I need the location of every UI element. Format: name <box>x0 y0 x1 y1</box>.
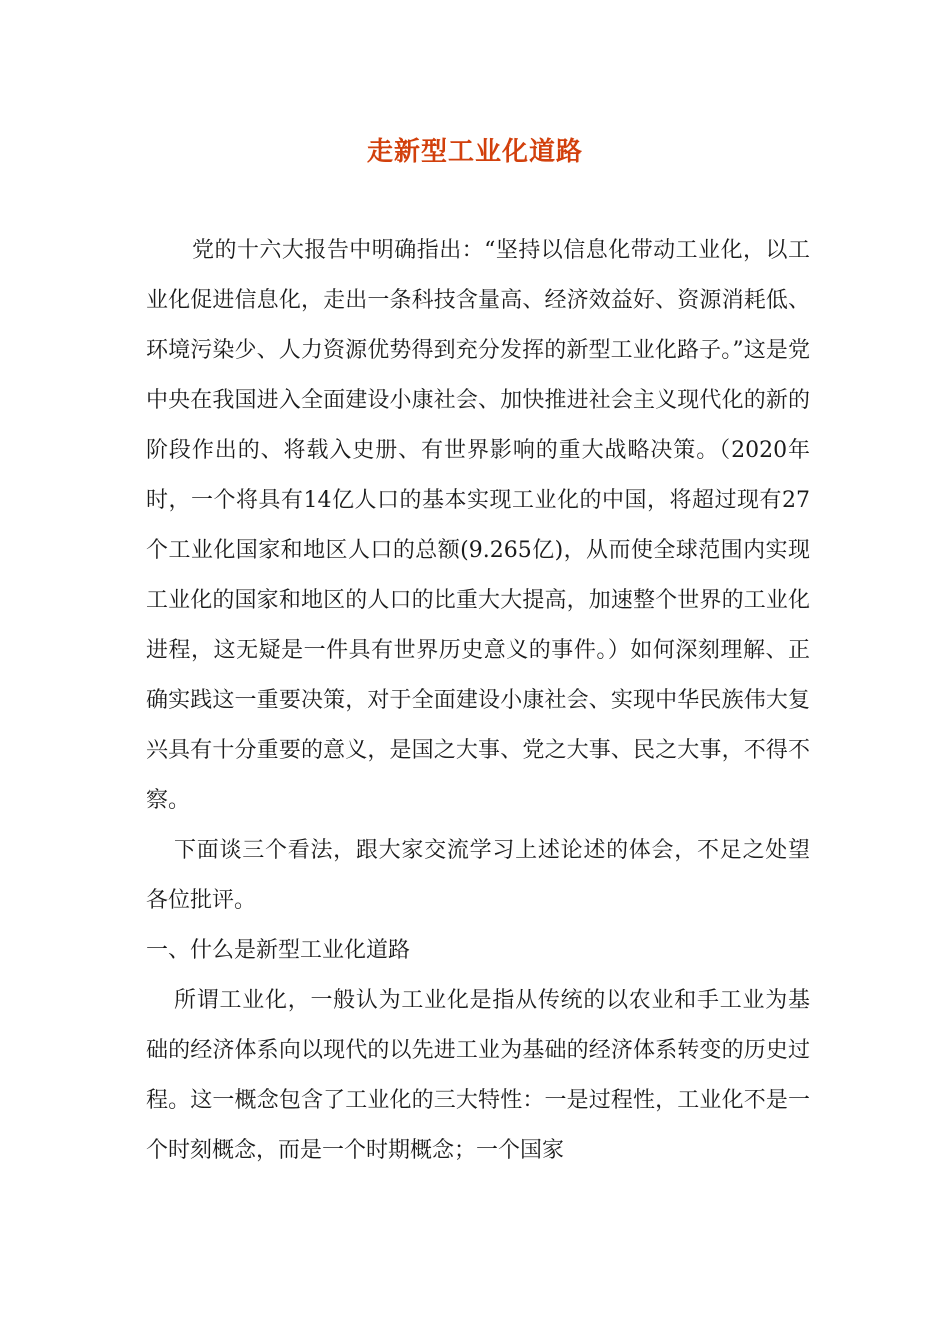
document-title: 走新型工业化道路 <box>366 137 583 167</box>
paragraph-definition: 所谓工业化，一般认为工业化是指从传统的以农业和手工业为基础的经济体系向以现代的以先进工业为基础的经济体系转变的历史过程。这一概念包含了工业化的三大特性：一是过程性，工业化不是一个时刻概念，而是一个时期概念；一个国家 <box>146 988 810 1163</box>
paragraph-views: 下面谈三个看法，跟大家交流学习上述论述的体会，不足之处望各位批评。 <box>146 838 810 913</box>
section-heading-1: 一、什么是新型工业化道路 <box>146 938 411 963</box>
paragraph-intro: 党的十六大报告中明确指出：“坚持以信息化带动工业化，以工业化促进信息化，走出一条科技含量高、经济效益好、资源消耗低、环境污染少、人力资源优势得到充分发挥的新型工业化路子。”这是党中央在我国进入全面建设小康社会、加快推进社会主义现代化的新的阶段作出的、将载入史册、有世界影响的重大战略决策。（2020年时，一个将具有14亿人口的基本实现工业化的中国，将超过现有27个工业化国家和地区人口的总额(9.265亿)，从而使全球范围内实现工业化的国家和地区的人口的比重大大提高，加速整个世界的工业化进程，这无疑是一件具有世界历史意义的事件。）如何深刻理解、正确实践这一重要决策，对于全面建设小康社会、实现中华民族伟大复兴具有十分重要的意义，是国之大事、党之大事、民之大事，不得不察。 <box>146 238 810 813</box>
document-body <box>146 226 810 1176</box>
